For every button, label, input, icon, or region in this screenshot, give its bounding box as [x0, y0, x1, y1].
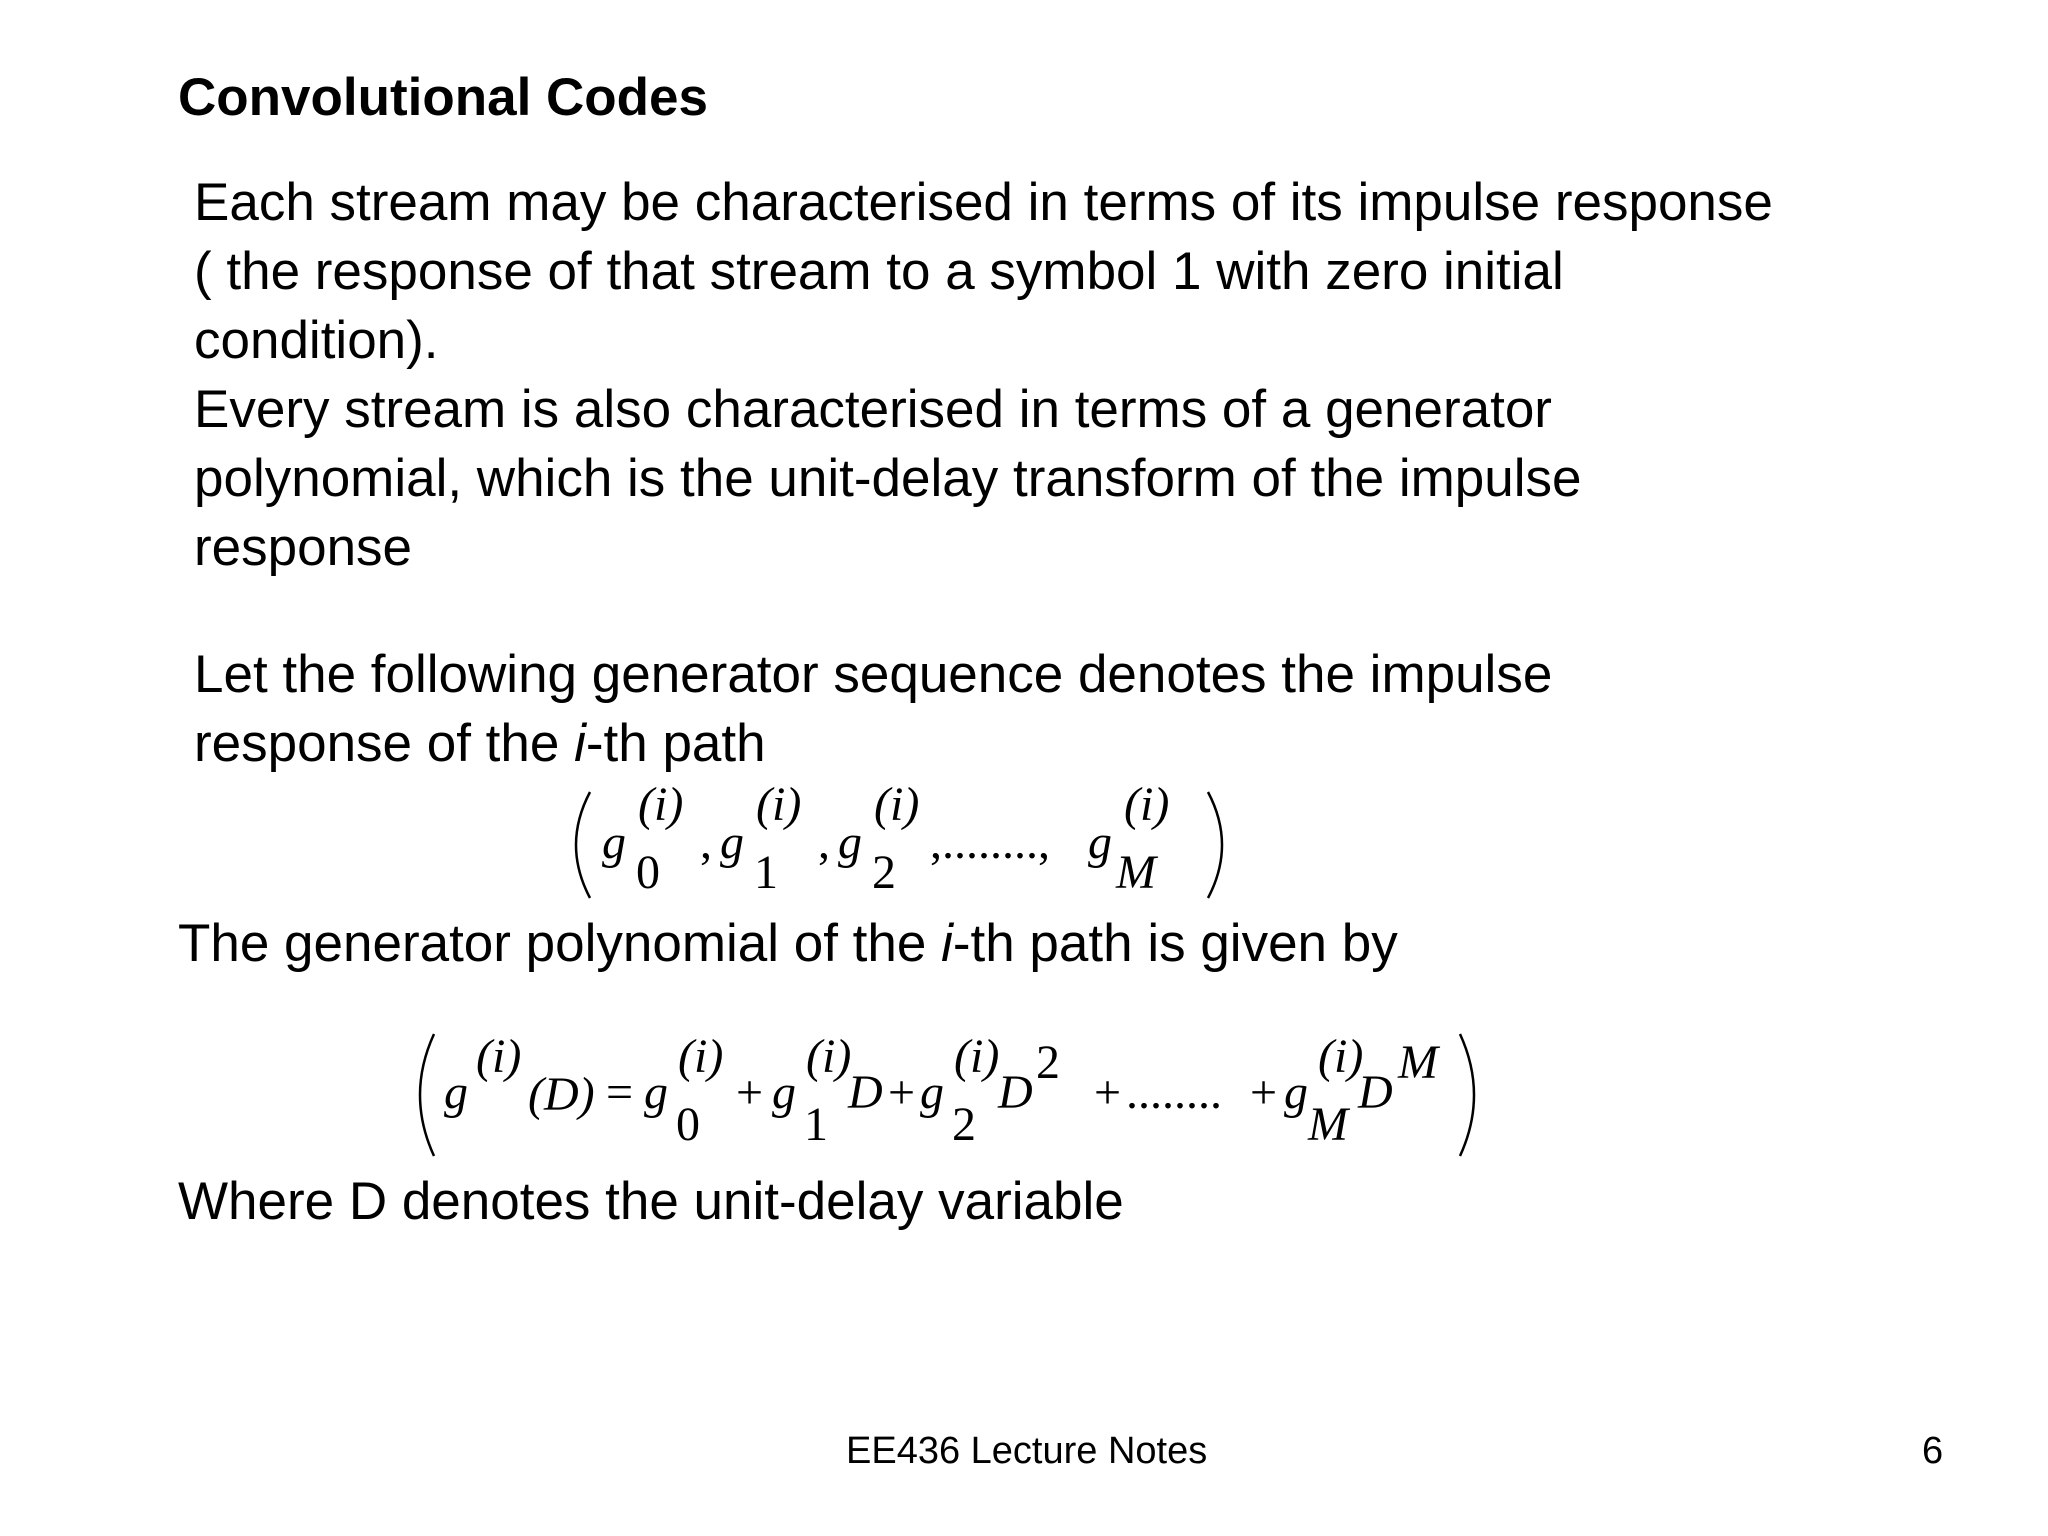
- eq-g: g: [444, 1066, 468, 1119]
- eq-sup: (i): [874, 778, 920, 831]
- eq-sup: (i): [756, 778, 802, 831]
- text-segment: response of the: [194, 714, 575, 773]
- footer-course-title: EE436 Lecture Notes: [846, 1430, 1208, 1472]
- eq-exponent: M: [1398, 1036, 1438, 1089]
- eq-plus: +: [736, 1066, 764, 1119]
- right-paren: [1460, 1034, 1474, 1156]
- eq-sup: (i): [678, 1030, 724, 1083]
- eq-sup: (i): [1318, 1030, 1364, 1083]
- eq-sub: M: [1308, 1098, 1348, 1151]
- page-number: 6: [1922, 1430, 1944, 1472]
- eq-D: D: [848, 1066, 883, 1119]
- eq-D: D: [998, 1066, 1033, 1119]
- paragraph-line: response: [194, 518, 413, 577]
- eq-g: g: [602, 816, 626, 869]
- paragraph-line: Let the following generator sequence denotes the impulse: [194, 645, 1553, 704]
- left-paren: [576, 792, 590, 898]
- left-paren: [420, 1034, 434, 1156]
- eq-plus: +: [1094, 1066, 1122, 1119]
- eq-arg: (D): [528, 1068, 595, 1121]
- italic-i: i: [574, 714, 586, 773]
- eq-plus: +: [1250, 1066, 1278, 1119]
- generator-polynomial-equation: [410, 1020, 1490, 1170]
- eq-sup: (i): [638, 778, 684, 831]
- eq-sub: 0: [676, 1098, 700, 1151]
- eq-D: D: [1358, 1066, 1393, 1119]
- eq-sup: (i): [1124, 778, 1170, 831]
- eq-sub: 1: [804, 1098, 828, 1151]
- eq-sup: (i): [476, 1030, 522, 1083]
- slide-title: Convolutional Codes: [178, 68, 708, 127]
- generator-sequence-equation: [560, 780, 1240, 910]
- generator-polynomial-intro: [178, 912, 1398, 976]
- paragraph-line: [194, 709, 1552, 778]
- eq-g: g: [1284, 1066, 1308, 1119]
- eq-sup: (i): [806, 1030, 852, 1083]
- paragraph-line: polynomial, which is the unit-delay transform of the impulse: [194, 449, 1582, 508]
- unit-delay-definition: Where D denotes the unit-delay variable: [178, 1172, 1124, 1231]
- eq-g: g: [772, 1066, 796, 1119]
- eq-dots: ........: [1126, 1066, 1222, 1119]
- eq-g: g: [838, 816, 862, 869]
- eq-g: g: [720, 816, 744, 869]
- eq-sub: 2: [952, 1098, 976, 1151]
- paragraph-impulse-response: [194, 168, 1773, 582]
- text-segment: The generator polynomial of the: [178, 914, 942, 973]
- eq-g: g: [644, 1066, 668, 1119]
- eq-sub: 2: [872, 846, 896, 899]
- paragraph-generator-sequence: [194, 640, 1552, 778]
- eq-g: g: [920, 1066, 944, 1119]
- eq-sup: (i): [954, 1030, 1000, 1083]
- eq-sub: 0: [636, 846, 660, 899]
- eq-sub: M: [1116, 846, 1156, 899]
- eq-comma: ,: [700, 816, 712, 869]
- eq-plus: +: [888, 1066, 916, 1119]
- eq-dots: ,........,: [930, 816, 1050, 869]
- eq-comma: ,: [818, 816, 830, 869]
- text-segment: -th path is given by: [952, 914, 1398, 973]
- eq-g: g: [1088, 816, 1112, 869]
- paragraph-line: Each stream may be characterised in terms of its impulse response: [194, 173, 1773, 232]
- paragraph-line: condition).: [194, 311, 439, 370]
- eq-sub: 1: [754, 846, 778, 899]
- italic-i: i: [941, 914, 953, 973]
- text-segment: -th path: [585, 714, 766, 773]
- right-paren: [1208, 792, 1222, 898]
- paragraph-line: ( the response of that stream to a symbol 1 with zero initial: [194, 242, 1564, 301]
- paragraph-line: Every stream is also characterised in terms of a generator: [194, 380, 1552, 439]
- eq-equals: =: [606, 1066, 634, 1119]
- eq-exponent: 2: [1036, 1036, 1060, 1089]
